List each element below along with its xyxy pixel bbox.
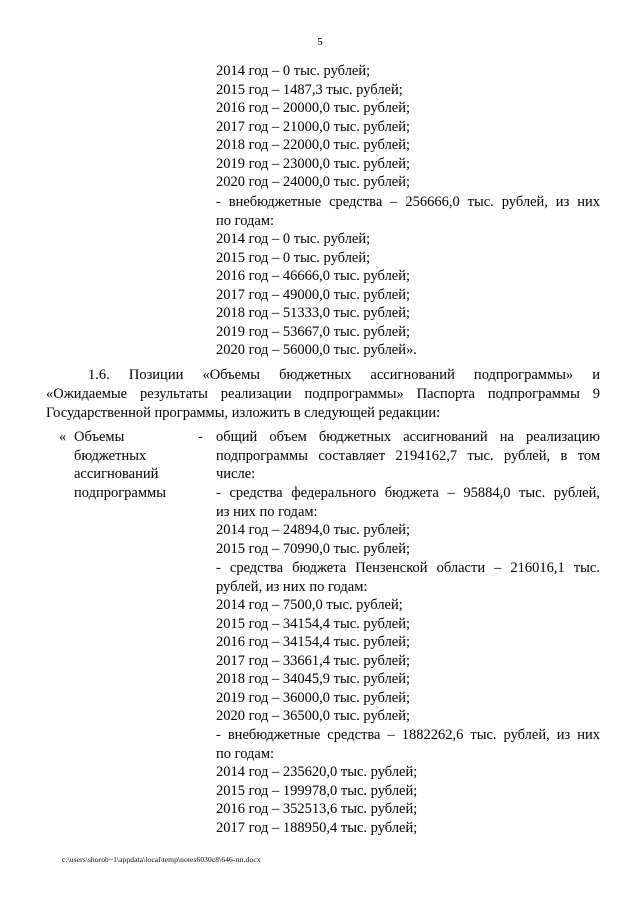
list-line: 2019 год – 53667,0 тыс. рублей; — [216, 323, 411, 340]
paragraph-line: «Ожидаемые результаты реализации подпрограммы» Паспорта подпрограммы 9 — [46, 386, 600, 402]
right-cell-line: по годам: — [216, 745, 275, 762]
right-cell-line: - средства бюджета Пензенской области – 216016,1 тыс. — [216, 560, 600, 576]
right-cell-line: 2014 год – 235620,0 тыс. рублей; — [216, 764, 418, 780]
left-cell-line: ассигнований — [74, 466, 159, 482]
list-line: 2018 год – 22000,0 тыс. рублей; — [216, 137, 411, 153]
right-cell-line: - внебюджетные средства – 1882262,6 тыс. рублей, из них — [216, 727, 600, 743]
right-cell-line: рублей, из них по годам: — [216, 578, 368, 595]
list-line: 2019 год – 23000,0 тыс. рублей; — [216, 155, 411, 172]
right-cell-line: подпрограммы составляет 2194162,7 тыс. рублей, в том — [216, 447, 600, 464]
left-cell-line: подпрограммы — [74, 484, 166, 501]
list-line: по годам: — [216, 212, 275, 229]
list-line: 2014 год – 0 тыс. рублей; — [216, 63, 371, 79]
right-cell-line: - средства федерального бюджета – 95884,0 тыс. рублей, — [216, 485, 600, 501]
page-number: 5 — [317, 36, 323, 48]
right-cell-line: 2016 год – 352513,6 тыс. рублей; — [216, 801, 418, 817]
list-line: 2018 год – 51333,0 тыс. рублей; — [216, 305, 411, 321]
left-cell-line: бюджетных — [74, 447, 147, 464]
right-cell-line: из них по годам: — [216, 503, 318, 520]
right-cell-line: 2016 год – 34154,4 тыс. рублей; — [216, 634, 411, 650]
right-cell-line: 2015 год – 70990,0 тыс. рублей; — [216, 540, 411, 557]
list-line: 2020 год – 24000,0 тыс. рублей; — [216, 174, 411, 190]
right-cell-line: 2014 год – 24894,0 тыс. рублей; — [216, 522, 411, 538]
list-line: - внебюджетные средства – 256666,0 тыс. рублей, из них — [216, 194, 600, 210]
list-line: 2017 год – 49000,0 тыс. рублей; — [216, 286, 411, 303]
list-line: 2017 год – 21000,0 тыс. рублей; — [216, 118, 411, 135]
right-cell-line: 2017 год – 188950,4 тыс. рублей; — [216, 819, 418, 836]
left-cell-line: Объемы — [74, 429, 125, 445]
table-dash: - — [198, 429, 203, 445]
right-cell-line: 2019 год – 36000,0 тыс. рублей; — [216, 689, 411, 706]
right-cell-line: числе: — [216, 466, 256, 482]
list-line: 2015 год – 0 тыс. рублей; — [216, 249, 371, 266]
opening-quote: « — [59, 429, 67, 445]
right-cell-line: 2018 год – 34045,9 тыс. рублей; — [216, 671, 411, 687]
right-cell-line: 2017 год – 33661,4 тыс. рублей; — [216, 652, 411, 669]
file-path-footer: c:\users\shorob~1\appdata\local\temp\notes6030c8\646-пп.docx — [62, 855, 261, 864]
paragraph-line: 1.6. Позиции «Объемы бюджетных ассигнований подпрограммы» и — [88, 367, 600, 383]
list-line: 2020 год – 56000,0 тыс. рублей». — [216, 342, 417, 358]
list-line: 2016 год – 46666,0 тыс. рублей; — [216, 268, 411, 284]
right-cell-line: 2015 год – 199978,0 тыс. рублей; — [216, 782, 418, 799]
right-cell-line: 2014 год – 7500,0 тыс. рублей; — [216, 597, 403, 613]
right-cell-line: 2020 год – 36500,0 тыс. рублей; — [216, 708, 411, 724]
right-cell-line: 2015 год – 34154,4 тыс. рублей; — [216, 615, 411, 632]
list-line: 2015 год – 1487,3 тыс. рублей; — [216, 81, 403, 98]
list-line: 2016 год – 20000,0 тыс. рублей; — [216, 100, 411, 116]
right-cell-line: общий объем бюджетных ассигнований на реализацию — [216, 429, 600, 445]
paragraph-line: Государственной программы, изложить в следующей редакции: — [46, 404, 441, 421]
list-line: 2014 год – 0 тыс. рублей; — [216, 231, 371, 247]
